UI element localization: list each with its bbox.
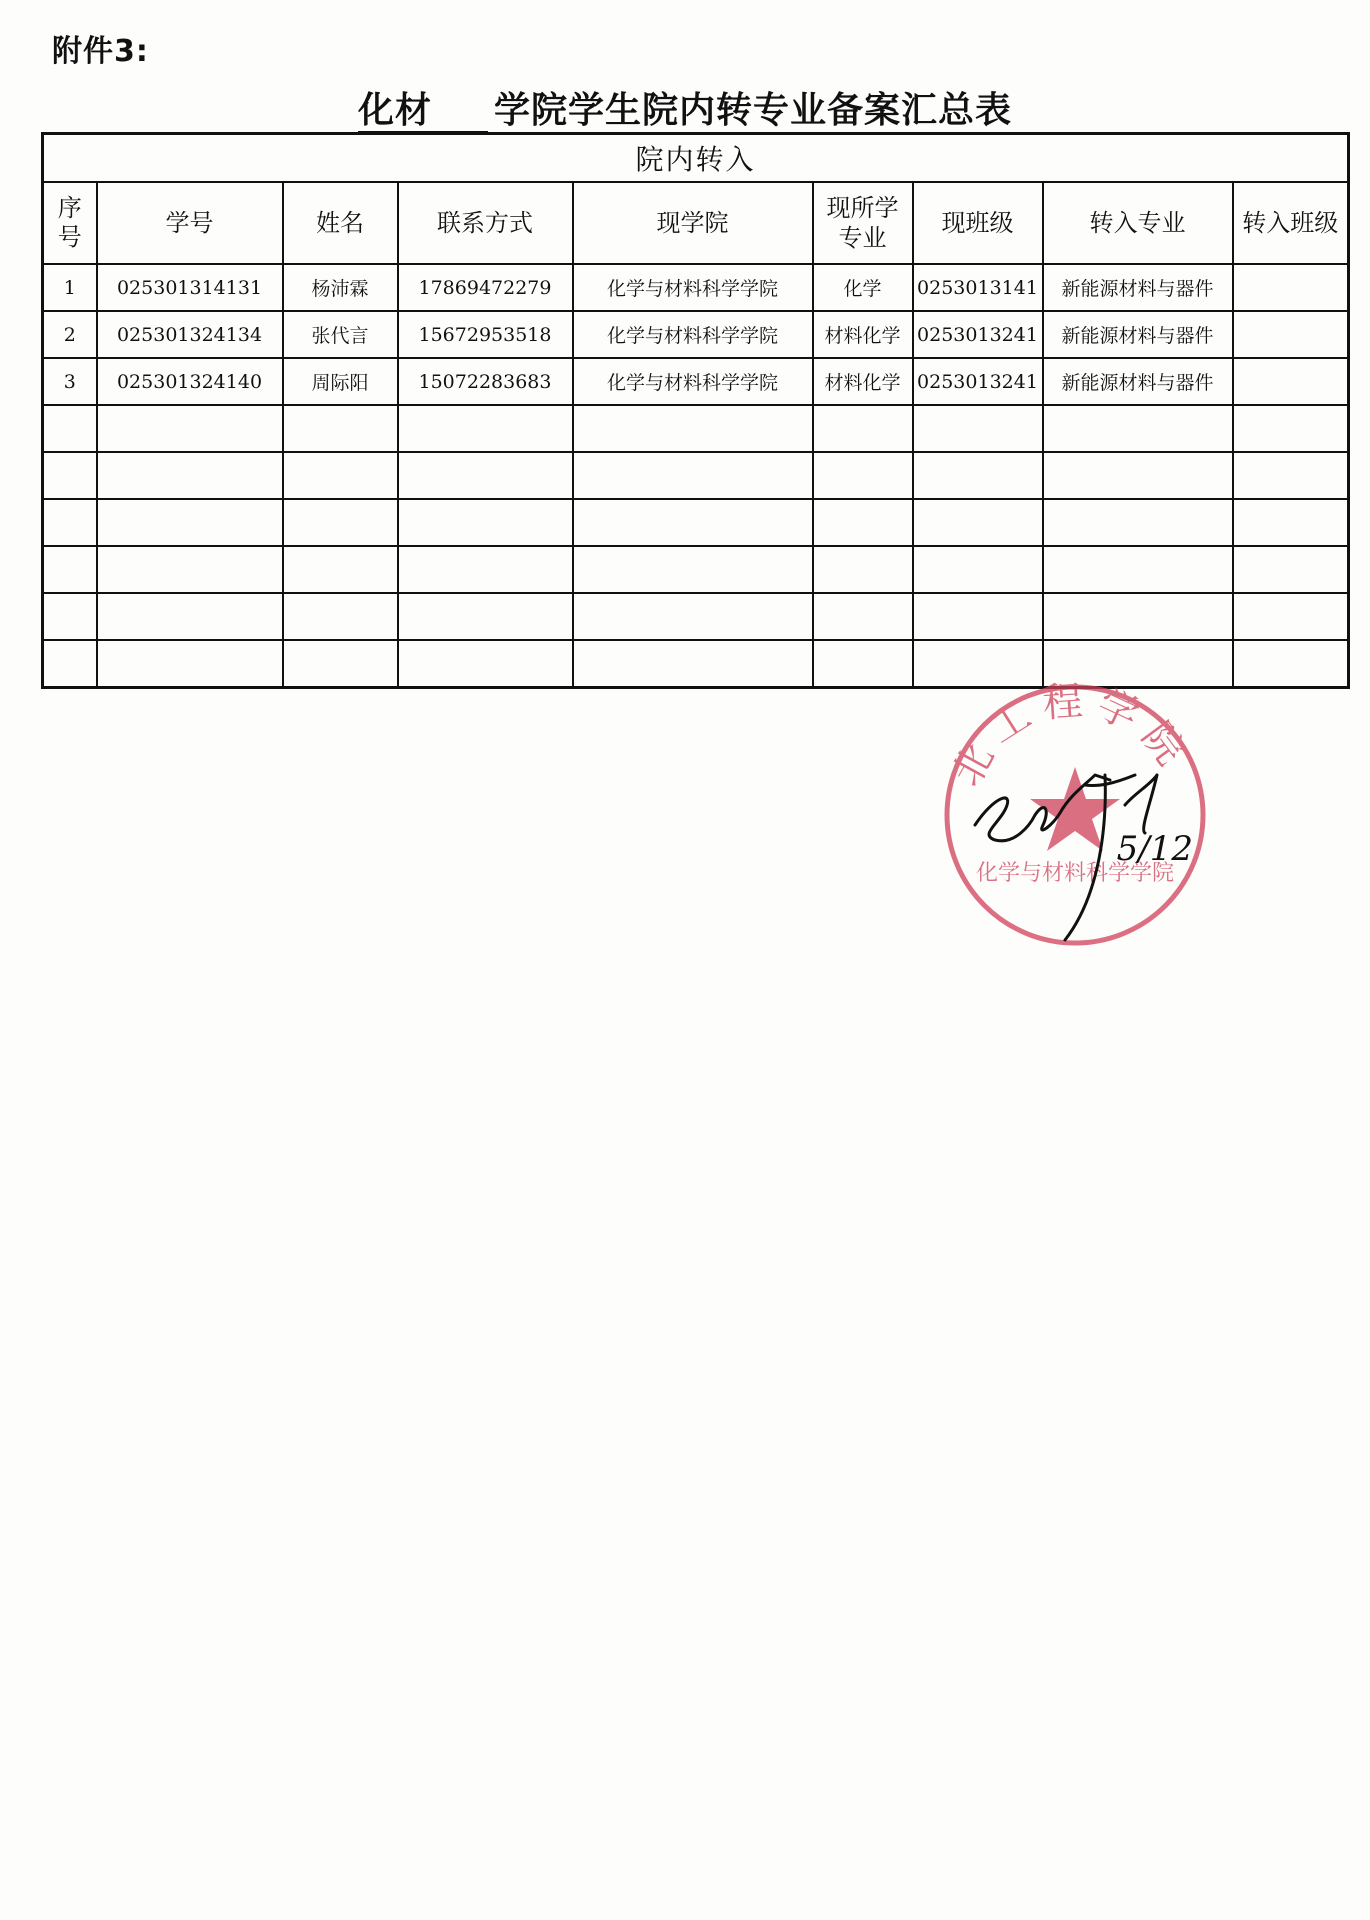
cell-target-class	[1233, 358, 1349, 405]
cell-target-major: 新能源材料与器件	[1043, 311, 1233, 358]
cell-target-major: 新能源材料与器件	[1043, 358, 1233, 405]
cell-contact: 15672953518	[398, 311, 573, 358]
cell-name: 周际阳	[283, 358, 398, 405]
cell-current-class: 0253013141	[913, 264, 1043, 311]
title-suffix: 学院学生院内转专业备案汇总表	[493, 90, 1012, 131]
cell-current-college: 化学与材料科学学院	[573, 358, 813, 405]
empty-row	[43, 499, 1349, 546]
college-name-fill: 化材	[358, 91, 488, 133]
section-title: 院内转入	[43, 134, 1349, 183]
cell-target-class	[1233, 311, 1349, 358]
seal-inner-text: 化学与材料科学学院	[975, 861, 1175, 886]
cell-name: 张代言	[283, 311, 398, 358]
cell-current-major: 材料化学	[813, 311, 913, 358]
column-header-contact: 联系方式	[398, 182, 573, 264]
empty-row	[43, 452, 1349, 499]
empty-row	[43, 546, 1349, 593]
cell-contact: 15072283683	[398, 358, 573, 405]
signature-date: 5/12	[1116, 829, 1193, 869]
column-header-name: 姓名	[283, 182, 398, 264]
column-header-current-major: 现所学专业	[813, 182, 913, 264]
cell-current-college: 化学与材料科学学院	[573, 311, 813, 358]
cell-index: 2	[43, 311, 97, 358]
cell-current-class: 0253013241	[913, 311, 1043, 358]
official-seal-with-signature	[935, 675, 1215, 955]
cell-target-major: 新能源材料与器件	[1043, 264, 1233, 311]
cell-current-major: 化学	[813, 264, 913, 311]
cell-student-id: 025301324140	[97, 358, 283, 405]
cell-current-major: 材料化学	[813, 358, 913, 405]
cell-contact: 17869472279	[398, 264, 573, 311]
column-header-target-major: 转入专业	[1043, 182, 1233, 264]
column-header-student-id: 学号	[97, 182, 283, 264]
cell-index: 1	[43, 264, 97, 311]
attachment-label: 附件3:	[52, 34, 149, 69]
document-title	[0, 82, 1370, 133]
column-header-target-class: 转入班级	[1233, 182, 1349, 264]
cell-index: 3	[43, 358, 97, 405]
empty-row	[43, 593, 1349, 640]
transfer-summary-table	[41, 132, 1350, 689]
table-row	[43, 311, 1349, 358]
table-row	[43, 358, 1349, 405]
seal-outer-text: 北工程学院	[943, 677, 1200, 794]
column-header-index: 序号	[43, 182, 97, 264]
cell-name: 杨沛霖	[283, 264, 398, 311]
cell-student-id: 025301314131	[97, 264, 283, 311]
cell-current-college: 化学与材料科学学院	[573, 264, 813, 311]
cell-student-id: 025301324134	[97, 311, 283, 358]
column-header-current-college: 现学院	[573, 182, 813, 264]
column-header-current-class: 现班级	[913, 182, 1043, 264]
empty-row	[43, 405, 1349, 452]
cell-current-class: 0253013241	[913, 358, 1043, 405]
cell-target-class	[1233, 264, 1349, 311]
table-row	[43, 264, 1349, 311]
